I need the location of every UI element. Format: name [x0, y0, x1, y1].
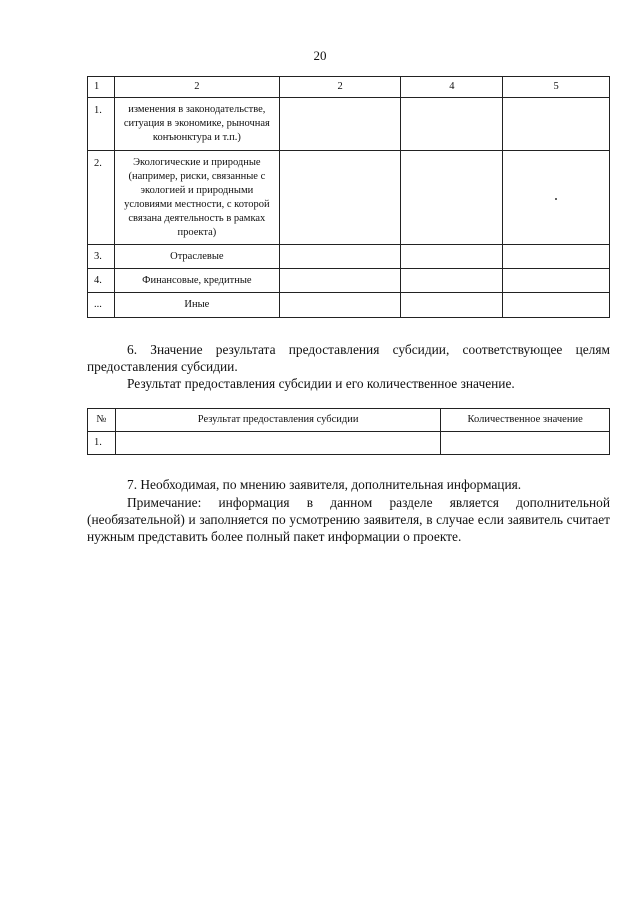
risk-row-cell	[401, 293, 503, 318]
risk-row-number: ...	[88, 293, 115, 318]
result-header-quantity: Количественное значение	[441, 409, 610, 432]
page-number: 20	[313, 48, 327, 63]
risk-row-number: 4.	[88, 269, 115, 293]
result-table	[87, 408, 610, 455]
risk-row-cell	[503, 151, 610, 245]
result-row-cell	[441, 432, 610, 455]
risk-row-cell	[279, 98, 401, 151]
risk-row-label: изменения в законодательстве, ситуация в экономике, рыночная конъюнктура и т.п.)	[114, 98, 279, 151]
risk-row-number: 1.	[88, 98, 115, 151]
risk-row-cell	[279, 151, 401, 245]
risk-header-col-1: 1	[88, 77, 115, 98]
risk-row-cell	[503, 293, 610, 318]
risk-row-cell	[401, 269, 503, 293]
risk-table-row	[88, 245, 610, 269]
risk-table-row	[88, 269, 610, 293]
risk-table-row	[88, 98, 610, 151]
scan-speck	[555, 198, 557, 200]
risk-row-cell	[279, 269, 401, 293]
result-table-header-row	[88, 409, 610, 432]
risk-header-col-3: 2	[279, 77, 401, 98]
result-header-result: Результат предоставления субсидии	[115, 409, 440, 432]
result-row-number: 1.	[88, 432, 116, 455]
risk-row-cell	[401, 151, 503, 245]
section-7-note: Примечание: информация в данном разделе является дополнительной (необязательной) и заполняется по усмотрению заявителя, в случае если заявитель считает нужным представить более полный пакет информации о проекте.	[87, 495, 610, 544]
risk-row-label: Экологические и природные (например, риски, связанные с экологией и природными условиями местности, с которой связана деятельность в рамках проекта)	[114, 151, 279, 245]
risk-table-row	[88, 151, 610, 245]
result-table-row	[88, 432, 610, 455]
risk-table-row	[88, 293, 610, 318]
risk-row-cell	[503, 98, 610, 151]
risk-row-number: 2.	[88, 151, 115, 245]
risk-row-cell	[279, 245, 401, 269]
risk-header-col-4: 4	[401, 77, 503, 98]
risk-row-cell	[503, 269, 610, 293]
risk-row-cell	[503, 245, 610, 269]
risk-header-col-2: 2	[114, 77, 279, 98]
result-header-number: №	[88, 409, 116, 432]
risk-row-label: Иные	[114, 293, 279, 318]
section-6-heading: 6. Значение результата предоставления субсидии, соответствующее целям предоставления субсидии.	[87, 342, 610, 374]
risk-row-cell	[401, 98, 503, 151]
risk-header-col-5: 5	[503, 77, 610, 98]
risk-row-number: 3.	[88, 245, 115, 269]
section-6-subheading: Результат предоставления субсидии и его количественное значение.	[127, 376, 515, 391]
risk-row-label: Отраслевые	[114, 245, 279, 269]
risk-table	[87, 76, 610, 318]
risk-row-cell	[401, 245, 503, 269]
result-row-cell	[115, 432, 440, 455]
risk-table-header-row	[88, 77, 610, 98]
risk-row-cell	[279, 293, 401, 318]
section-7-heading: 7. Необходимая, по мнению заявителя, дополнительная информация.	[127, 477, 522, 492]
risk-row-label: Финансовые, кредитные	[114, 269, 279, 293]
